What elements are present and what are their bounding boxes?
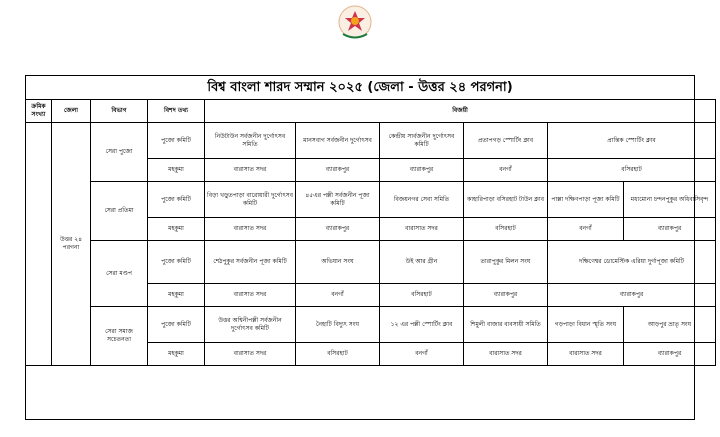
subdivision-cell: বনগাঁ [548,218,624,241]
table-row [26,123,716,159]
emblem-logo [337,4,373,44]
committee-cell: অভিযান সংঘ [296,241,380,284]
committee-cell: গড়পাড়া বিধান স্মৃতি সংঘ [548,307,624,343]
subdivision-cell: ব্যারাকপুর [548,284,716,307]
committee-cell: মধ্যমোনা চন্দনপুকুর অধিবাসিবৃন্দ [624,182,716,218]
subdivision-cell: বসিরহাট [548,159,716,182]
table-row [26,241,716,284]
subdivision-cell: বসিরহাট [464,218,548,241]
district-cell: উত্তর ২৪ পরগনা [52,123,91,366]
category-cell: সেরা মণ্ডপ [91,241,148,307]
row-label: পুজো কমিটি [148,307,205,343]
winners-table [25,99,716,366]
serial-cell [26,123,52,366]
committee-cell: ১২ এর পল্লী স্পোর্টিং ক্লাব [380,307,464,343]
committee-cell: উই আর গ্রীন [380,241,464,284]
row-label: মহকুমা [148,343,205,366]
award-sheet [25,75,709,420]
category-cell: সেরা প্রতিমা [91,182,148,241]
row-label: মহকুমা [148,218,205,241]
subdivision-cell: ব্যারাকপুর [296,159,380,182]
committee-cell: তারাপুকুর মিলন সংঘ [464,241,548,284]
durga-puja-emblem-icon [337,4,373,44]
subdivision-cell: ব্যারাকপুর [380,159,464,182]
header-details: বিশদ তথ্য [148,100,205,123]
subdivision-cell: বারাসাত সদর [464,343,548,366]
committee-cell: শিমুলী বাজার ব্যবসায়ী সমিতি [464,307,548,343]
subdivision-cell: বসিরহাট [380,284,464,307]
subdivision-cell: বারাসাত সদর [205,343,296,366]
category-cell: সেরা পুজো [91,123,148,182]
row-label: পুজো কমিটি [148,182,205,218]
committee-cell: মানসবাগ সর্বজনীন দুর্গোৎসব [296,123,380,159]
subdivision-cell: ব্যারাকপুর [624,218,716,241]
committee-cell: পাল্লা দক্ষিণপাড়া পূজা কমিটি [548,182,624,218]
committee-cell: শেঠপুকুর সর্বজনীন পূজা কমিটি [205,241,296,284]
subdivision-cell: বারাসাত সদর [548,343,624,366]
subdivision-cell: বারাসাত সদর [205,284,296,307]
subdivision-cell: বনগাঁ [380,343,464,366]
committee-cell: বিজয়নগর সেবা সমিতি [380,182,464,218]
header-row [26,100,716,123]
committee-cell: দক্ষিণেশ্বর ডোমেস্টিক এরিয়া দুর্গাপূজা কমিটি [548,241,716,284]
header-serial: ক্রমিক সংখ্যা [26,100,52,123]
committee-cell: উত্তর অশ্বিনীপল্লী সর্বজনীন দুর্গোৎসব কমিটি [205,307,296,343]
subdivision-cell: বনগাঁ [296,284,380,307]
row-label: পুজো কমিটি [148,241,205,284]
row-label: মহকুমা [148,284,205,307]
header-winners: বিজয়ী [205,100,716,123]
subdivision-cell: বারাসাত সদর [205,218,296,241]
committee-cell: কাহারিপাড়া বসিরহাট টাউন ক্লাব [464,182,548,218]
table-row [26,307,716,343]
page-title: বিশ্ব বাংলা শারদ সম্মান ২০২৫ (জেলা - উত্তর ২৪ পরগনা) [26,76,694,100]
row-label: মহকুমা [148,159,205,182]
subdivision-cell: ব্যারাকপুর [624,343,716,366]
committee-cell: আড়পুর ভ্রাতৃ সংঘ [624,307,716,343]
committee-cell: ৪৫এর পল্লী সর্বজনীন পূজা কমিটি [296,182,380,218]
subdivision-cell: বনগাঁ [464,159,548,182]
header-district: জেলা [52,100,91,123]
committee-cell: প্রান্তিক স্পোর্টিং ক্লাব [548,123,716,159]
row-label: পুজো কমিটি [148,123,205,159]
header-category: বিভাগ [91,100,148,123]
subdivision-cell: বসিরহাট [296,343,380,366]
subdivision-cell: বারাসাত সদর [205,159,296,182]
committee-cell: কেন্দ্রীয় সার্বজনীন দুর্গোৎসব কমিটি [380,123,464,159]
committee-cell: প্রতাপগড় স্পোর্টিং ক্লাব [464,123,548,159]
category-cell: সেরা সমাজ সচেতনতা [91,307,148,366]
subdivision-cell: ব্যারাকপুর [464,284,548,307]
table-row [26,182,716,218]
subdivision-cell: ব্যারাকপুর [296,218,380,241]
committee-cell: বিড়া খড়ুতপাড়া বারোয়ারী দুর্গোৎসব কমিটি [205,182,296,218]
subdivision-cell: বারাসাত সদর [380,218,464,241]
committee-cell: নিউটাউন সর্বজনীন দুর্গোৎসব সমিতি [205,123,296,159]
committee-cell: নৈহাটি বিদ্যুৎ সংঘ [296,307,380,343]
